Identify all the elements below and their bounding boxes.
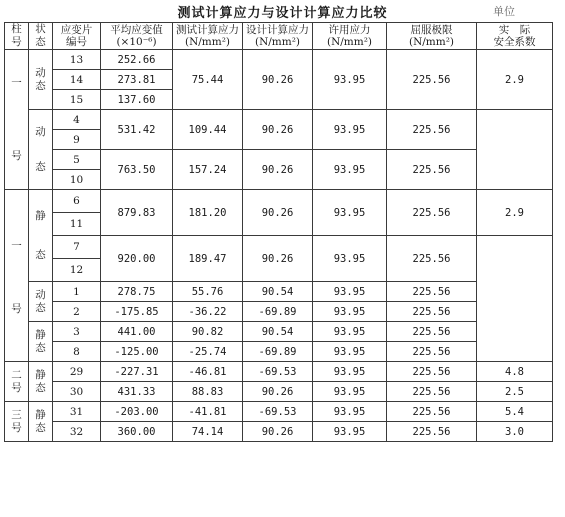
table-row	[5, 282, 553, 302]
table-row	[5, 382, 553, 402]
state-cell: 静 态	[29, 362, 53, 402]
yield-limit-cell: 225.56	[387, 190, 477, 236]
yield-limit-cell: 225.56	[387, 110, 477, 150]
allowable-stress-cell: 93.95	[313, 362, 387, 382]
header-yield-limit: 屈服极限 (N/mm²)	[387, 23, 477, 50]
strain-cell: -203.00	[101, 402, 173, 422]
table-row	[5, 110, 553, 130]
design-stress-cell: -69.89	[243, 342, 313, 362]
allowable-stress-cell: 93.95	[313, 236, 387, 282]
safety-factor-cell: 5.4	[477, 402, 553, 422]
header-allowable-stress: 许用应力 (N/mm²)	[313, 23, 387, 50]
gauge-cell: 10	[53, 170, 101, 190]
yield-limit-cell: 225.56	[387, 50, 477, 110]
design-stress-cell: 90.26	[243, 50, 313, 110]
header-gauge-number: 应变片 编号	[53, 23, 101, 50]
allowable-stress-cell: 93.95	[313, 422, 387, 442]
test-stress-cell: 55.76	[173, 282, 243, 302]
gauge-cell: 13	[53, 50, 101, 70]
safety-factor-cell: 2.5	[477, 382, 553, 402]
stress-comparison-table	[4, 22, 553, 442]
test-stress-cell: 88.83	[173, 382, 243, 402]
gauge-cell: 5	[53, 150, 101, 170]
gauge-cell: 7	[53, 236, 101, 259]
column-number-cell: 三 号	[5, 402, 29, 442]
safety-factor-cell	[477, 110, 553, 190]
allowable-stress-cell: 93.95	[313, 50, 387, 110]
state-cell: 动 态	[29, 282, 53, 322]
design-stress-cell: 90.26	[243, 110, 313, 150]
test-stress-cell: 90.82	[173, 322, 243, 342]
table-row	[5, 402, 553, 422]
table-row	[5, 190, 553, 213]
design-stress-cell: 90.26	[243, 422, 313, 442]
test-stress-cell: -46.81	[173, 362, 243, 382]
design-stress-cell: 90.26	[243, 382, 313, 402]
gauge-cell: 4	[53, 110, 101, 130]
column-number-cell: 一 号	[5, 50, 29, 190]
state-cell: 静 态	[29, 402, 53, 442]
column-number-cell: 一 号	[5, 190, 29, 362]
gauge-cell: 3	[53, 322, 101, 342]
gauge-cell: 15	[53, 90, 101, 110]
allowable-stress-cell: 93.95	[313, 382, 387, 402]
test-stress-cell: -41.81	[173, 402, 243, 422]
table-row	[5, 322, 553, 342]
safety-factor-cell: 2.9	[477, 50, 553, 110]
design-stress-cell: 90.26	[243, 150, 313, 190]
strain-cell: 252.66	[101, 50, 173, 70]
state-cell: 静 态	[29, 322, 53, 362]
gauge-cell: 12	[53, 259, 101, 282]
yield-limit-cell: 225.56	[387, 150, 477, 190]
safety-factor-cell	[477, 236, 553, 362]
table-title: 测试计算应力与设计计算应力比较	[177, 6, 388, 21]
test-stress-cell: 157.24	[173, 150, 243, 190]
gauge-cell: 1	[53, 282, 101, 302]
safety-factor-cell: 2.9	[477, 190, 553, 236]
test-stress-cell: 74.14	[173, 422, 243, 442]
yield-limit-cell: 225.56	[387, 322, 477, 342]
strain-cell: 137.60	[101, 90, 173, 110]
table-row	[5, 50, 553, 70]
gauge-cell: 14	[53, 70, 101, 90]
design-stress-cell: 90.54	[243, 282, 313, 302]
state-cell: 静 态	[29, 190, 53, 282]
yield-limit-cell: 225.56	[387, 402, 477, 422]
test-stress-cell: 181.20	[173, 190, 243, 236]
state-cell: 动 态	[29, 110, 53, 190]
yield-limit-cell: 225.56	[387, 342, 477, 362]
gauge-cell: 8	[53, 342, 101, 362]
yield-limit-cell: 225.56	[387, 302, 477, 322]
design-stress-cell: 90.54	[243, 322, 313, 342]
yield-limit-cell: 225.56	[387, 282, 477, 302]
design-stress-cell: 90.26	[243, 236, 313, 282]
safety-factor-cell: 3.0	[477, 422, 553, 442]
allowable-stress-cell: 93.95	[313, 322, 387, 342]
header-design-stress: 设计计算应力 (N/mm²)	[243, 23, 313, 50]
unit-mark: 单位	[493, 5, 515, 18]
table-row	[5, 422, 553, 442]
table-row	[5, 150, 553, 170]
test-stress-cell: 75.44	[173, 50, 243, 110]
allowable-stress-cell: 93.95	[313, 302, 387, 322]
strain-cell: 763.50	[101, 150, 173, 190]
header-row	[5, 23, 553, 50]
strain-cell: 431.33	[101, 382, 173, 402]
allowable-stress-cell: 93.95	[313, 282, 387, 302]
gauge-cell: 11	[53, 213, 101, 236]
allowable-stress-cell: 93.95	[313, 190, 387, 236]
allowable-stress-cell: 93.95	[313, 342, 387, 362]
header-state: 状 态	[29, 23, 53, 50]
table-row	[5, 362, 553, 382]
column-number-cell: 二 号	[5, 362, 29, 402]
header-test-stress: 测试计算应力 (N/mm²)	[173, 23, 243, 50]
gauge-cell: 9	[53, 130, 101, 150]
test-stress-cell: 109.44	[173, 110, 243, 150]
header-column-number: 柱 号	[5, 23, 29, 50]
strain-cell: 441.00	[101, 322, 173, 342]
design-stress-cell: -69.53	[243, 362, 313, 382]
gauge-cell: 29	[53, 362, 101, 382]
strain-cell: -175.85	[101, 302, 173, 322]
state-cell: 动 态	[29, 50, 53, 110]
yield-limit-cell: 225.56	[387, 362, 477, 382]
table-row	[5, 236, 553, 259]
header-avg-strain: 平均应变值 (×10⁻⁶)	[101, 23, 173, 50]
strain-cell: -227.31	[101, 362, 173, 382]
yield-limit-cell: 225.56	[387, 422, 477, 442]
allowable-stress-cell: 93.95	[313, 150, 387, 190]
strain-cell: 278.75	[101, 282, 173, 302]
test-stress-cell: -36.22	[173, 302, 243, 322]
gauge-cell: 31	[53, 402, 101, 422]
design-stress-cell: -69.89	[243, 302, 313, 322]
strain-cell: 273.81	[101, 70, 173, 90]
test-stress-cell: -25.74	[173, 342, 243, 362]
strain-cell: 879.83	[101, 190, 173, 236]
strain-cell: 920.00	[101, 236, 173, 282]
yield-limit-cell: 225.56	[387, 382, 477, 402]
gauge-cell: 6	[53, 190, 101, 213]
design-stress-cell: -69.53	[243, 402, 313, 422]
strain-cell: -125.00	[101, 342, 173, 362]
design-stress-cell: 90.26	[243, 190, 313, 236]
table-row	[5, 302, 553, 322]
strain-cell: 360.00	[101, 422, 173, 442]
test-stress-cell: 189.47	[173, 236, 243, 282]
yield-limit-cell: 225.56	[387, 236, 477, 282]
gauge-cell: 32	[53, 422, 101, 442]
gauge-cell: 30	[53, 382, 101, 402]
gauge-cell: 2	[53, 302, 101, 322]
strain-cell: 531.42	[101, 110, 173, 150]
allowable-stress-cell: 93.95	[313, 402, 387, 422]
allowable-stress-cell: 93.95	[313, 110, 387, 150]
safety-factor-cell: 4.8	[477, 362, 553, 382]
table-row	[5, 342, 553, 362]
header-safety-factor: 实 际 安全系数	[477, 23, 553, 50]
